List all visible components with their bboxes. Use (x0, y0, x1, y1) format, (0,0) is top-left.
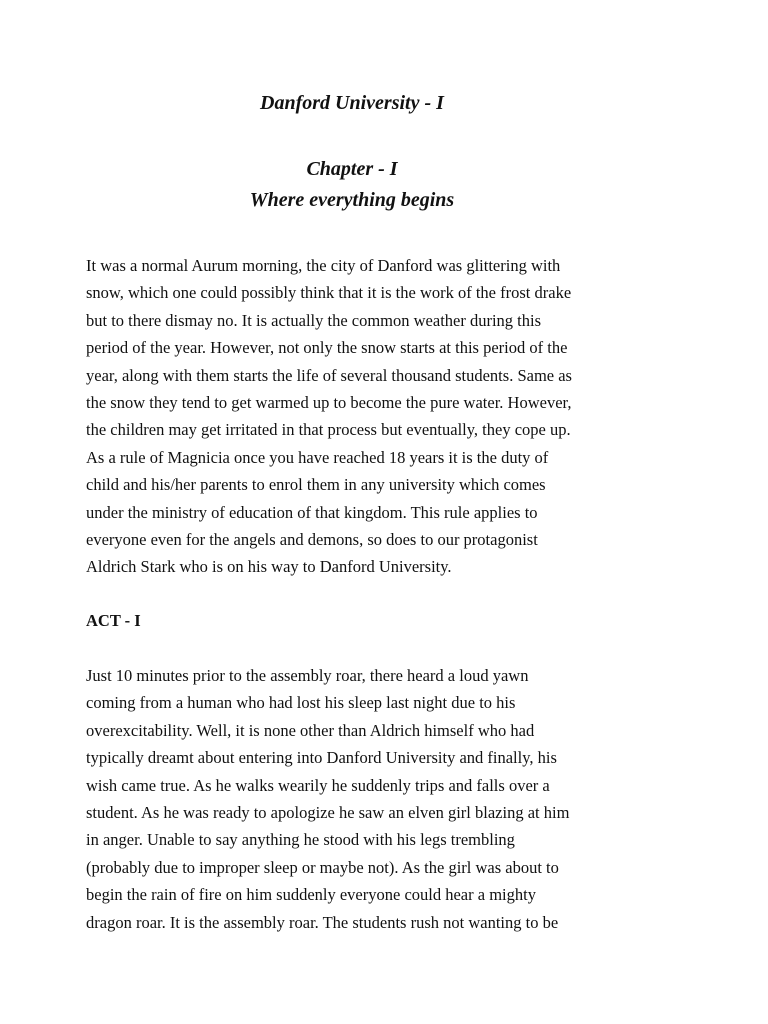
text-line: child and his/her parents to enrol them in any university which comes (86, 475, 546, 495)
opening-paragraph (86, 252, 626, 581)
chapter-number: Chapter - I (306, 158, 398, 180)
text-line: coming from a human who had lost his sleep last night due to his (86, 693, 516, 713)
text-line: As a rule of Magnicia once you have reached 18 years it is the duty of (86, 447, 549, 467)
text-line: begin the rain of fire on him suddenly everyone could hear a mighty (86, 885, 536, 905)
chapter-title: Where everything begins (249, 189, 455, 211)
text-line: overexcitability. Well, it is none other than Aldrich himself who had (86, 720, 535, 740)
text-line: year, along with them starts the life of several thousand students. Same as (86, 365, 572, 385)
text-line: student. As he was ready to apologize he saw an elven girl blazing at him (86, 803, 570, 823)
text-line: dragon roar. It is the assembly roar. The students rush not wanting to be (86, 912, 559, 932)
text-line: (probably due to improper sleep or maybe not). As the girl was about to (86, 857, 559, 877)
text-line: everyone even for the angels and demons, so does to our protagonist (86, 530, 538, 550)
text-line: in anger. Unable to say anything he stood with his legs trembling (86, 830, 515, 850)
text-line: the snow they tend to get warmed up to become the pure water. However, (86, 393, 572, 413)
text-line: Just 10 minutes prior to the assembly roar, there heard a loud yawn (86, 666, 529, 685)
text-line: the children may get irritated in that process but eventually, they cope up. (86, 420, 571, 440)
text-line: Aldrich Stark who is on his way to Danford University. (86, 557, 452, 577)
text-line: period of the year. However, not only the snow starts at this period of the (86, 338, 568, 358)
text-line: under the ministry of education of that kingdom. This rule applies to (86, 502, 538, 522)
act-paragraph (86, 662, 626, 936)
text-line: It was a normal Aurum morning, the city of Danford was glittering with (86, 256, 561, 275)
text-line: typically dreamt about entering into Danford University and finally, his (86, 748, 557, 768)
book-title: Danford University - I (260, 92, 444, 114)
text-line: but to there dismay no. It is actually the common weather during this (86, 310, 542, 330)
text-line: snow, which one could possibly think that it is the work of the frost drake (86, 283, 572, 303)
act-heading: ACT - I (86, 611, 141, 630)
text-line: wish came true. As he walks wearily he suddenly trips and falls over a (86, 775, 550, 795)
